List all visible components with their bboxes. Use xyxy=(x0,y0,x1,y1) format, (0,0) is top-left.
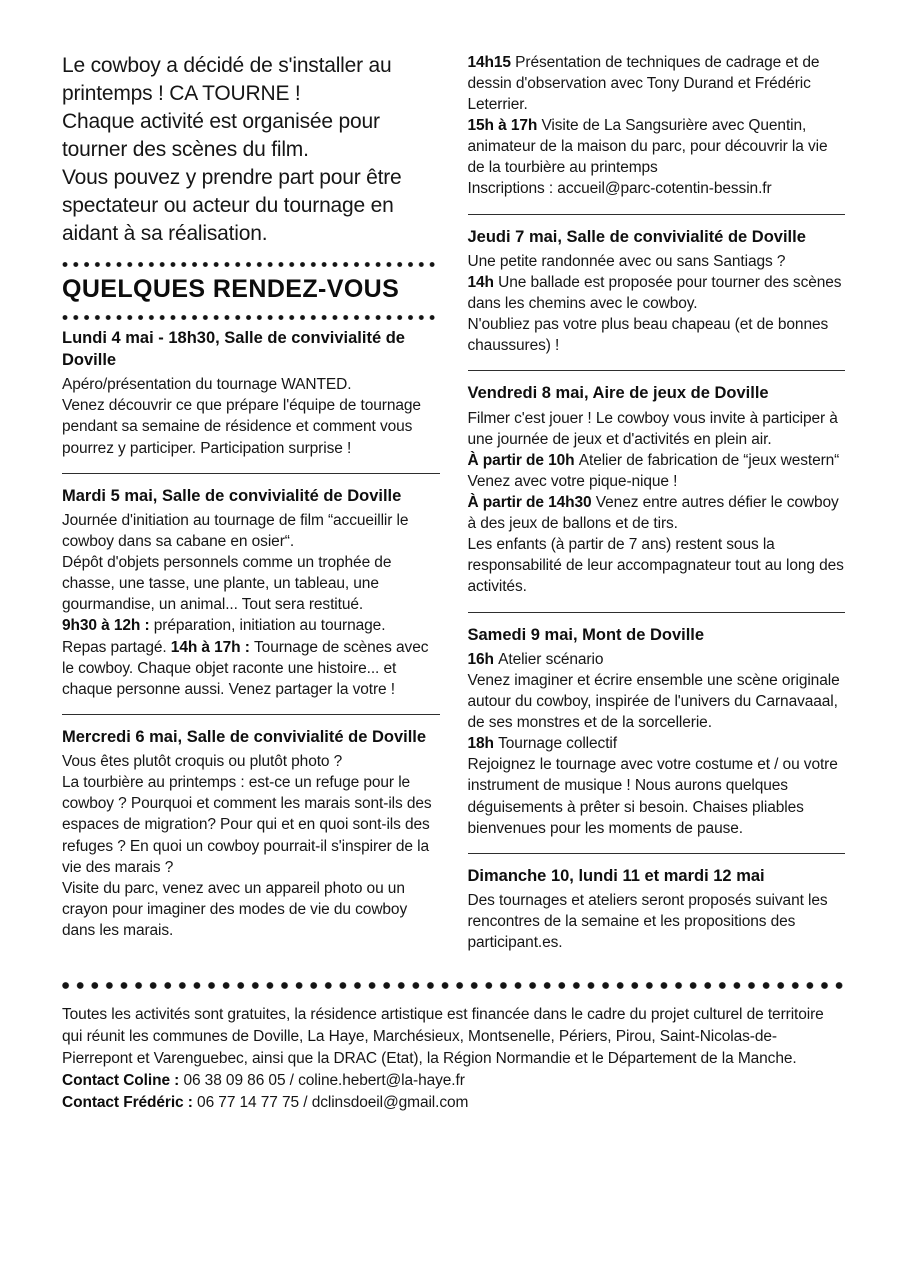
contact-frederic-value: 06 77 14 77 75 / dclinsdoeil@gmail.com xyxy=(197,1094,469,1112)
event xyxy=(62,486,440,700)
event-body: Des tournages et ateliers seront proposés suivant les rencontres de la semaine et les propositions des participant.es. xyxy=(467,892,828,952)
separator-line xyxy=(62,714,440,715)
intro-text xyxy=(62,52,440,247)
two-column-layout xyxy=(62,52,845,953)
separator-line xyxy=(468,370,846,371)
event-title: Dimanche 10, lundi 11 et mardi 12 mai xyxy=(467,866,765,885)
event-body: Filmer c'est jouer ! Le cowboy vous invite à participer à une journée de jeux et d'activités en plein air. À partir de 10h Atelier de fabrication de “jeux western“ Venez avec votre pique-nique ! À partir de 14h30 Venez entre autres défier le cowboy à des jeux de ballons et de tirs. Les enfants (à partir de 7 ans) restent sous la responsabilité de leur accompagnateur tout au long des activités. xyxy=(467,409,844,596)
event-title: Lundi 4 mai - 18h30, Salle de convivialité de Doville xyxy=(62,329,405,369)
separator-line xyxy=(468,612,846,613)
event-body: 14h15 Présentation de techniques de cadrage et de dessin d'observation avec Tony Durand et Frédéric Leterrier. 15h à 17h Visite de La Sangsurière avec Quentin, animateur de la maison du parc, pour découvrir la vie de la tourbière au printemps Inscriptions : accueil@parc-cotentin-bessin.fr xyxy=(467,54,828,198)
event-body: Apéro/présentation du tournage WANTED. Venez découvrir ce que prépare l'équipe de tournage pendant sa semaine de résidence et comment vous pourrez y participer. Participation surprise ! xyxy=(62,376,421,457)
event-title: Mardi 5 mai, Salle de convivialité de Doville xyxy=(62,486,402,505)
contact-coline-label: Contact Coline : xyxy=(62,1072,184,1090)
event xyxy=(62,328,440,458)
event-body: Une petite randonnée avec ou sans Santiags ? 14h Une ballade est proposée pour tourner des scènes dans les chemins avec le cowboy. N'oubliez pas votre plus beau chapeau (et de bonnes chaussures) ! xyxy=(467,252,842,355)
event-title: Vendredi 8 mai, Aire de jeux de Doville xyxy=(467,384,769,403)
contact-coline-value: 06 38 09 86 05 / coline.hebert@la-haye.fr xyxy=(183,1072,465,1090)
event-title: Mercredi 6 mai, Salle de convivialité de Doville xyxy=(62,727,427,746)
event xyxy=(468,227,846,357)
event-body: Vous êtes plutôt croquis ou plutôt photo ? La tourbière au printemps : est-ce un refuge pour le cowboy ? Pourquoi et comment les marais sont-ils des espaces de migration? Pour qui et en quoi sont-ils des refuges ? En quoi un cowboy pourrait-il s'inspirer de la vie des marais ? Visite du parc, venez avec un appareil photo ou un crayon pour imaginer des modes de vie du cowboy dans les marais. xyxy=(62,753,432,939)
separator-line xyxy=(468,853,846,854)
intro-line: Chaque activité est organisée pour tourner des scènes du film. xyxy=(62,109,380,161)
event-title: Samedi 9 mai, Mont de Doville xyxy=(467,625,705,644)
dotted-separator xyxy=(62,314,440,321)
section-heading: QUELQUES RENDEZ-VOUS xyxy=(62,275,400,304)
contact-line-frederic xyxy=(62,1092,845,1114)
event xyxy=(468,383,846,597)
event xyxy=(468,866,846,954)
left-column xyxy=(62,52,440,941)
footer-text: Toutes les activités sont gratuites, la résidence artistique est financée dans le cadre du projet culturel de territoire qui réunit les communes de Doville, La Haye, Marchésieux, Montsenelle, Périers, Pirou, Saint-Nicolas-de-Pierrepont et Varenguebec, ainsi que la DRAC (Etat), la Région Normandie et le Département de la Manche. xyxy=(62,1006,824,1068)
event xyxy=(468,52,846,200)
dotted-separator-large xyxy=(62,981,845,990)
dotted-separator xyxy=(62,261,440,268)
footer xyxy=(62,981,845,1114)
right-column xyxy=(468,52,846,953)
intro-line: Le cowboy a décidé de s'installer au printemps ! CA TOURNE ! xyxy=(62,54,392,105)
separator-line xyxy=(62,473,440,474)
event-body: Journée d'initiation au tournage de film “accueillir le cowboy dans sa cabane en osier“. Dépôt d'objets personnels comme un trophée de chasse, une tasse, une plante, un tableau, une gourmandise, un animal... Tout sera restitué. 9h30 à 12h : préparation, initiation au tournage. Repas partagé. 14h à 17h : Tournage de scènes avec le cowboy. Chaque objet raconte une histoire... et chaque personne aussi. Venez partager la votre ! xyxy=(62,512,429,698)
separator-line xyxy=(468,214,846,215)
event-title: Jeudi 7 mai, Salle de convivialité de Doville xyxy=(467,227,806,246)
event xyxy=(62,727,440,941)
event-body: 16h Atelier scénario Venez imaginer et écrire ensemble une scène originale autour du cowboy, inspirée de l'univers du Carnavaaal, de ses monstres et de la sorcellerie. 18h Tournage collectif Rejoignez le tournage avec votre costume et / ou votre instrument de musique ! Nous aurons quelques déguisements à prêter si besoin. Chaises pliables bienvenues pour les moments de pause. xyxy=(467,650,840,837)
event xyxy=(468,625,846,839)
contact-line-coline xyxy=(62,1070,845,1092)
contact-frederic-label: Contact Frédéric : xyxy=(62,1094,198,1112)
intro-line: Vous pouvez y prendre part pour être spectateur ou acteur du tournage en aidant à sa réalisation. xyxy=(62,165,402,245)
